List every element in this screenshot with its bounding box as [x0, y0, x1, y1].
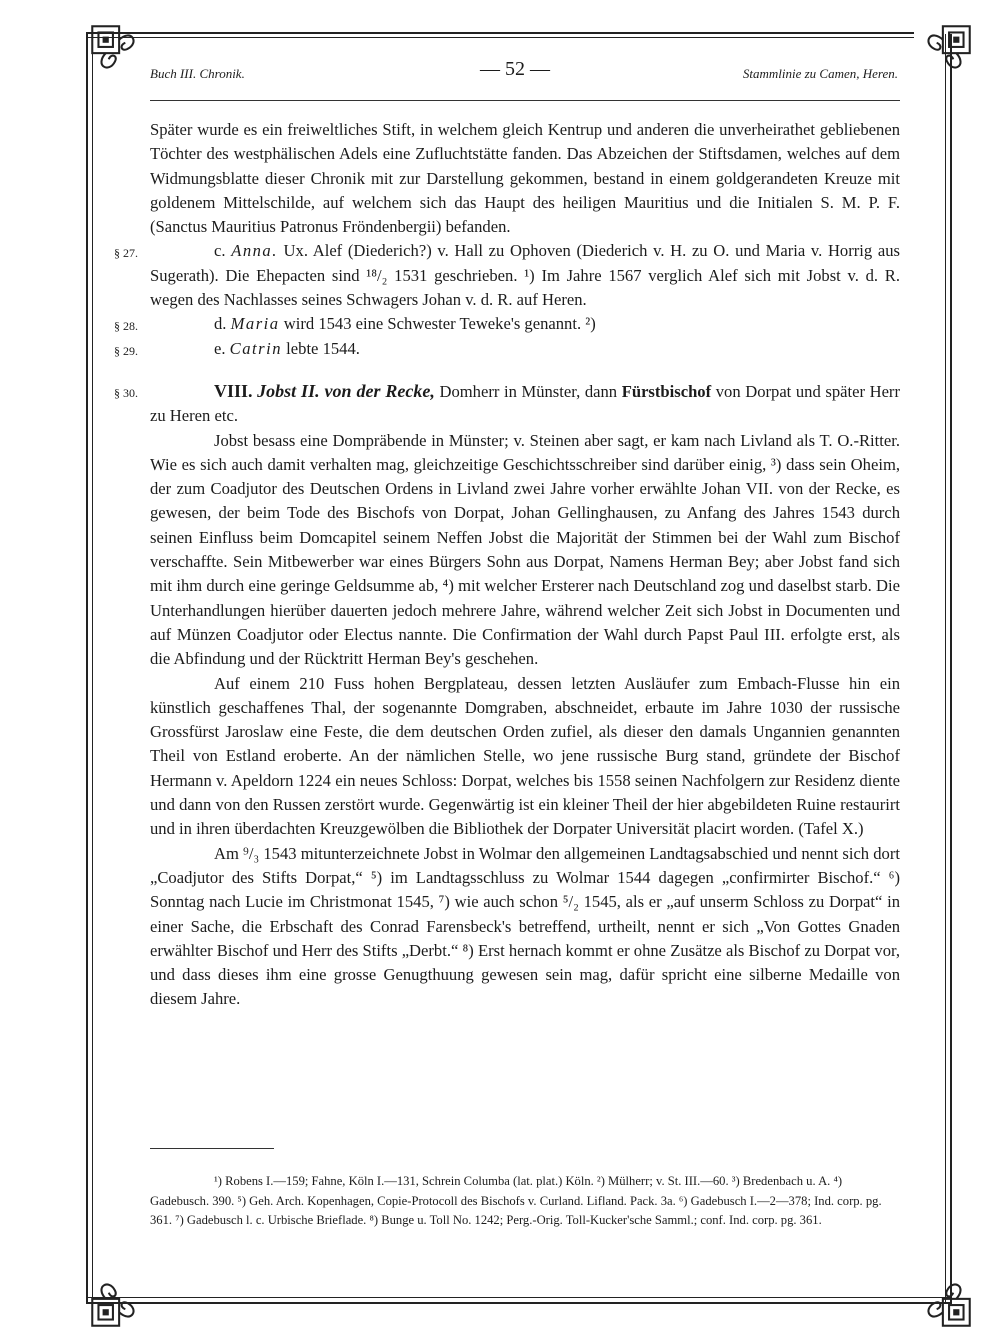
corner-ornament-bottom-right-icon: [916, 1272, 978, 1334]
entry-anna: [114, 239, 900, 312]
page-number: — 52 —: [480, 58, 550, 80]
section-number: § 28.: [114, 319, 138, 334]
entry-catrin: [114, 337, 900, 361]
frame-left-inner: [92, 34, 93, 1302]
corner-ornament-top-right-icon: [916, 18, 978, 80]
section-number: § 27.: [114, 246, 138, 261]
corner-ornament-top-left-icon: [84, 18, 146, 80]
entry-name: Maria: [230, 314, 280, 334]
entry-paragraph: [150, 239, 900, 312]
entry-name: Anna.: [231, 241, 278, 261]
entry-heading-paragraph: [150, 379, 900, 429]
frame-right-outer: [950, 34, 952, 1302]
section-number: § 30.: [114, 385, 138, 400]
entry-text: Ux. Alef (Diederich?) v. Hall zu Ophoven (Diederich v. H. zu O. und Maria v. Horrig aus Sugerath). Die Ehepacten sind ¹⁸/₂ 1531 geschrieben. ¹) Im Jahre 1567 verglich Alef sich mit Jobst v. d. R. wegen des Nachlasses seines Schwagers Johan v. d. R. auf Heren.: [150, 241, 900, 310]
body-paragraph: Jobst besass eine Dompräbende in Münster; v. Steinen aber sagt, er kam nach Livland als T. O.-Ritter. Wie es sich auch damit verhalten mag, gleichzeitige Geschichtsschreiber sind darüber einig, ³) dass sein Oheim, der zum Coadjutor des Deutschen Ordens in Livland zwei Jahre vorher erwählte Johan VII. von der Recke, es gewesen, der beim Tode des Bischofs von Dorpat, Johan Gellinghausen, zu Anfang des Jahres 1543 durch seinen Einfluss beim Domcapitel seinem Neffen Jobst die Majorität der Stimmen bei der Wahl zum Bischof verschaffte. Sein Mitbewerber war eines Bürgers Sohn aus Dorpat, Namens Herman Bey; aber Jobst fand sich mit ihm durch eine geringe Geldsumme ab, ⁴) mit welcher Ersterer nach Deutschland zog und daselbst starb. Die Unterhandlungen hierüber dauerten jedoch mehrere Jahre, während welcher Zeit sich Jobst in Documenten und auf Münzen Coadjutor oder Electus nannte. Die Confirmation der Wahl durch Papst Paul III. erfolgte erst, als die Abfindung und der Rücktritt Herman Bey's geschehen.: [150, 430, 900, 669]
frame-top-outer: [86, 32, 914, 34]
body-paragraph: Am ⁹/₃ 1543 mitunterzeichnete Jobst in Wolmar den allgemeinen Landtagsabschied und nennt sich dort „Coadjutor des Stifts Dorpat,“ ⁵) im Landtagsschluss zu Wolmar 1544 dagegen „confirmirter Bischof.“ ⁶) Sonntag nach Lucie im Christmonat 1545, ⁷) wie auch schon ⁵/₂ 1545, als er „auf unserm Schloss zu Dorpat“ in einer Sache, die Erbschaft des Conrad Farensbeck's betreffend, urtheilt, nennt er sich „Von Gottes Gnaden erwählter Bischof und Herr des Stifts „Derbt.“ ⁸) Erst hernach kommt er ohne Zusätze als Bischof zu Dorpat vor, und dass dieses ihm eine grosse Genugthuung gewesen sein mag, dafür spricht eine silberne Medaille von diesem Jahre.: [150, 843, 900, 1009]
generation-numeral: VIII.: [214, 380, 253, 401]
frame-right-inner: [945, 34, 946, 1302]
running-header: [150, 58, 898, 84]
entry-text: wird 1543 eine Schwester Teweke's genannt. ²): [283, 314, 596, 334]
body-paragraph: Auf einem 210 Fuss hohen Bergplateau, dessen letzten Ausläufer zum Embach-Flusse hin ein künstlich geschaffenes Thal, der sogenannte Domgraben, abschneidet, erbaute im Jahre 1030 der russische Grossfürst Jaroslaw eine Feste, die dem deutschen Orden zufiel, als dieser den damals Ungannien genannten Theil von Estland eroberte. An der nämlichen Stelle, wo jene russische Burg stand, gründete der Bischof Hermann v. Apeldorn 1224 ein neues Schloss: Dorpat, welches bis 1558 seinen Nachfolgern zur Residenz diente und dann von den Russen zerstört wurde. Gegenwärtig ist ein kleiner Theil der hier abgebildeten Ruine restaurirt und in ihren überdachten Kreuzgewölben die Bibliothek der Dorpater Universität placirt worden. (Tafel X.): [150, 673, 900, 839]
entry-paragraph: [150, 312, 900, 336]
entry-label: d.: [214, 314, 227, 334]
entry-label: e.: [214, 338, 226, 358]
heading-text-a: Domherr in Münster, dann: [439, 381, 618, 401]
footnote-text: ¹) Robens I.—159; Fahne, Köln I.—131, Schrein Columba (lat. plat.) Köln. ²) Mülherr; v. St. III.—60. ³) Bredenbach u. A. ⁴) Gadebusch. 390. ⁵) Geh. Arch. Kopenhagen, Copie-Protocoll des Bischofs v. Curland. Lifland. Pack. 3a. ⁶) Gadebusch I.—2—378; Ind. corp. pg. 361. ⁷) Gadebusch l. c. Urbische Brieflade. ⁸) Bunge u. Toll No. 1242; Perg.-Orig. Toll-Kucker'sche Samml.; conf. Ind. corp. pg. 361.: [150, 1174, 882, 1228]
entry-paragraph: [150, 337, 900, 361]
frame-top-inner: [86, 37, 914, 38]
frame-bottom-inner: [86, 1297, 952, 1298]
header-rule: [150, 100, 900, 101]
footnotes: [150, 1172, 902, 1231]
main-text: [114, 118, 900, 1012]
frame-left-outer: [86, 34, 88, 1302]
entry-label: c.: [214, 241, 226, 261]
section-number: § 29.: [114, 343, 138, 358]
entry-text: lebte 1544.: [286, 338, 360, 358]
heading-title: Fürstbischof: [621, 381, 712, 401]
footnote-rule: [150, 1148, 274, 1149]
entry-maria: [114, 312, 900, 336]
person-name: Jobst II. von der Recke,: [257, 380, 435, 401]
corner-ornament-bottom-left-icon: [84, 1272, 146, 1334]
section-gap: [150, 361, 900, 379]
heading-text-b: von Dorpat und später Herr zu Heren etc.: [150, 381, 900, 426]
header-right: Stammlinie zu Camen, Heren.: [742, 66, 898, 81]
frame-bottom-outer: [86, 1302, 952, 1304]
intro-paragraph: Später wurde es ein freiweltliches Stift, in welchem gleich Kentrup und anderen die unverheirathet gebliebenen Töchter des westphälischen Adels eine Zufluchtstätte fanden. Das Abzeichen der Stiftsdamen, welches auf dem Widmungsblatte dieser Chronik mit zur Darstellung gekommen, bestand in einem goldgerandeten Kreuze mit goldenem Mittelschilde, auf welchem sich das Haupt des heiligen Mauritius und die Initialen S. M. P. F. (Sanctus Mauritius Patronus Fröndenbergii) befanden.: [150, 120, 900, 237]
entry-jobst-ii: [114, 379, 900, 429]
header-left: Buch III. Chronik.: [150, 66, 245, 81]
entry-name: Catrin: [229, 338, 283, 358]
